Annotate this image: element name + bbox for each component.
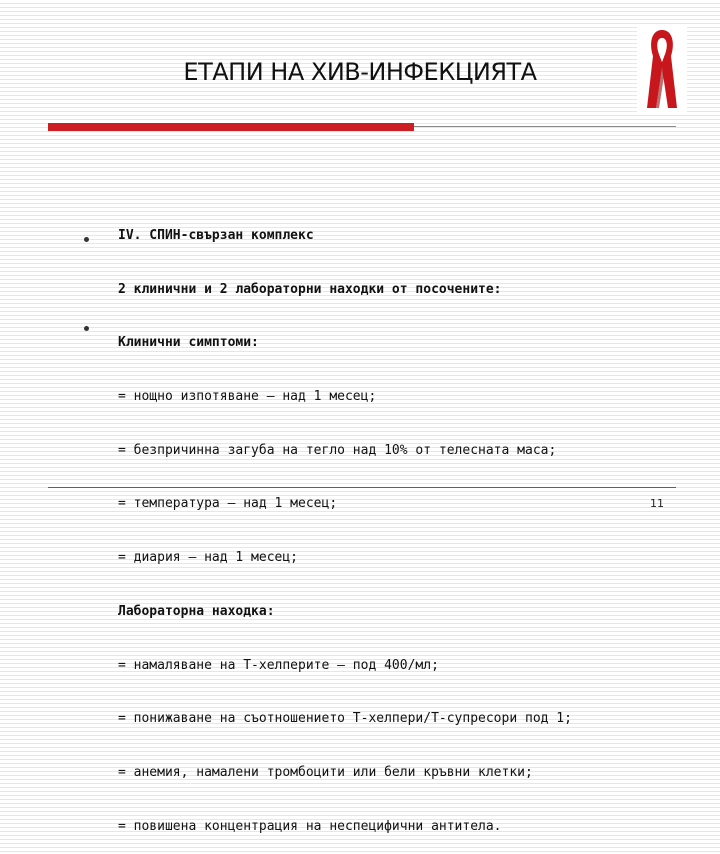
content-body [118,191,698,854]
title-divider-red [48,123,414,131]
bullet-dot-icon [84,326,89,331]
list-item: = нощно изпотяване – над 1 месец; [118,388,377,404]
section-heading: IV. СПИН-свързан комплекс [118,227,314,243]
list-item: = безпричинна загуба на тегло над 10% от телесната маса; [118,442,557,458]
list-item: = понижаване на съотношението Т-хелпери/Т-супресори под 1; [118,711,572,727]
list-item: = температура – над 1 месец; [118,496,338,512]
bullet-dot-icon [84,237,89,242]
slide-title: ЕТАПИ НА ХИВ-ИНФЕКЦИЯТА [183,58,537,86]
page-number: 11 [650,497,664,510]
list-item: = намаляване на Т-хелперите – под 400/мл; [118,657,439,673]
criteria-line: 2 клинични и 2 лабораторни находки от посочените: [118,281,502,297]
list-item: = анемия, намалени тромбоцити или бели кръвни клетки; [118,765,533,780]
lab-findings-heading: Лабораторна находка: [118,603,275,619]
footer-divider [48,487,676,488]
red-ribbon-icon [637,24,687,112]
title-divider-gray [414,126,676,127]
clinical-symptoms-heading: Клинични симптоми: [118,335,259,351]
list-item: = диария – над 1 месец; [118,550,299,566]
list-item: = повишена концентрация на неспецифични антитела. [118,818,502,834]
